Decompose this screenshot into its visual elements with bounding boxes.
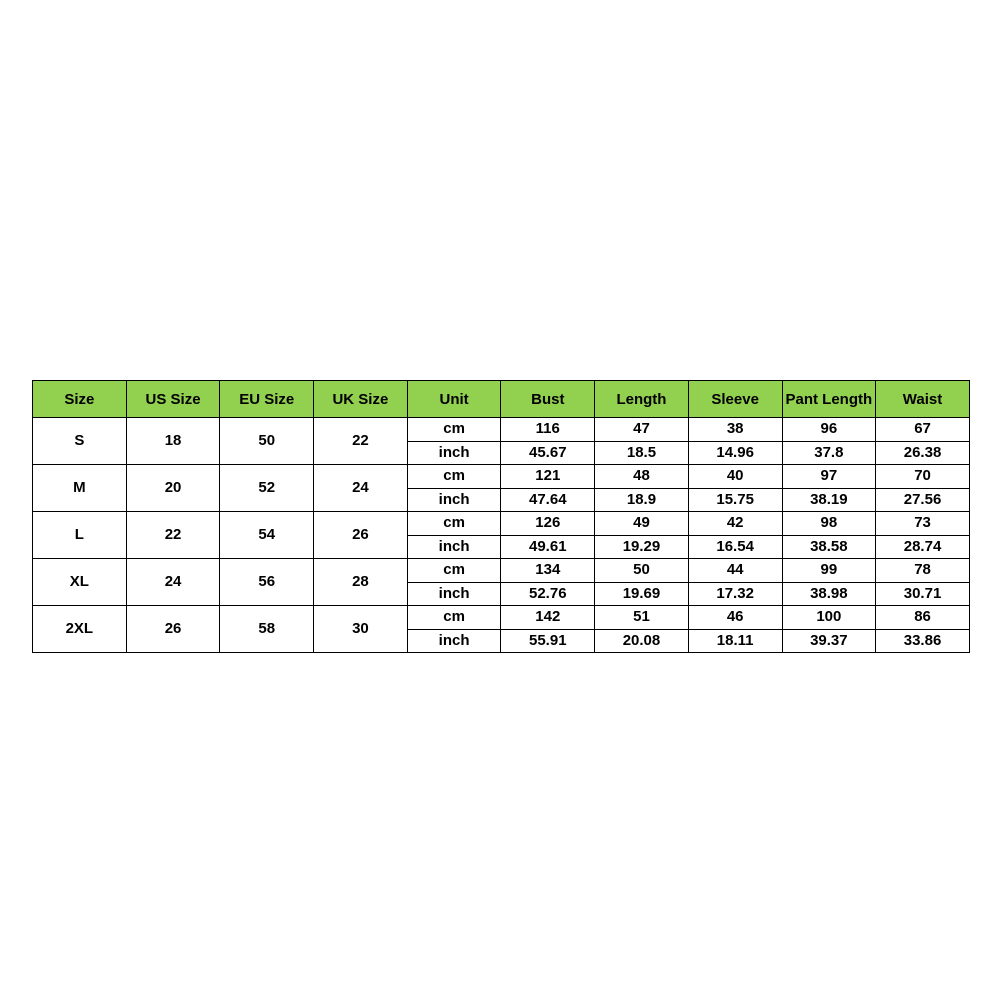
- table-row: [33, 559, 970, 583]
- waist-cell: 30.71: [876, 582, 970, 606]
- waist-cell: 27.56: [876, 488, 970, 512]
- uk-size-cell: 30: [314, 606, 408, 653]
- unit-cell: inch: [407, 488, 501, 512]
- pant-length-cell: 96: [782, 418, 876, 442]
- length-cell: 49: [595, 512, 689, 536]
- header-unit: Unit: [407, 381, 501, 418]
- eu-size-cell: 56: [220, 559, 314, 606]
- pant-length-cell: 39.37: [782, 629, 876, 653]
- us-size-cell: 24: [126, 559, 220, 606]
- waist-cell: 70: [876, 465, 970, 489]
- header-uk-size: UK Size: [314, 381, 408, 418]
- bust-cell: 116: [501, 418, 595, 442]
- eu-size-cell: 50: [220, 418, 314, 465]
- us-size-cell: 22: [126, 512, 220, 559]
- uk-size-cell: 28: [314, 559, 408, 606]
- table-header: [33, 381, 970, 418]
- sleeve-cell: 38: [688, 418, 782, 442]
- size-cell: S: [33, 418, 127, 465]
- uk-size-cell: 22: [314, 418, 408, 465]
- header-sleeve: Sleeve: [688, 381, 782, 418]
- us-size-cell: 26: [126, 606, 220, 653]
- header-length: Length: [595, 381, 689, 418]
- eu-size-cell: 54: [220, 512, 314, 559]
- length-cell: 50: [595, 559, 689, 583]
- sleeve-cell: 14.96: [688, 441, 782, 465]
- eu-size-cell: 58: [220, 606, 314, 653]
- pant-length-cell: 38.98: [782, 582, 876, 606]
- pant-length-cell: 37.8: [782, 441, 876, 465]
- bust-cell: 134: [501, 559, 595, 583]
- length-cell: 19.29: [595, 535, 689, 559]
- size-cell: XL: [33, 559, 127, 606]
- pant-length-cell: 99: [782, 559, 876, 583]
- unit-cell: inch: [407, 629, 501, 653]
- us-size-cell: 20: [126, 465, 220, 512]
- unit-cell: cm: [407, 418, 501, 442]
- length-cell: 48: [595, 465, 689, 489]
- length-cell: 47: [595, 418, 689, 442]
- header-pant-length: Pant Length: [782, 381, 876, 418]
- header-us-size: US Size: [126, 381, 220, 418]
- unit-cell: cm: [407, 465, 501, 489]
- table-row: [33, 465, 970, 489]
- unit-cell: inch: [407, 441, 501, 465]
- bust-cell: 55.91: [501, 629, 595, 653]
- length-cell: 20.08: [595, 629, 689, 653]
- waist-cell: 86: [876, 606, 970, 630]
- bust-cell: 49.61: [501, 535, 595, 559]
- length-cell: 19.69: [595, 582, 689, 606]
- sleeve-cell: 17.32: [688, 582, 782, 606]
- sleeve-cell: 18.11: [688, 629, 782, 653]
- bust-cell: 142: [501, 606, 595, 630]
- table-row: [33, 606, 970, 630]
- eu-size-cell: 52: [220, 465, 314, 512]
- pant-length-cell: 98: [782, 512, 876, 536]
- pant-length-cell: 38.58: [782, 535, 876, 559]
- size-chart-table: [32, 380, 970, 653]
- sleeve-cell: 40: [688, 465, 782, 489]
- uk-size-cell: 26: [314, 512, 408, 559]
- unit-cell: inch: [407, 582, 501, 606]
- waist-cell: 67: [876, 418, 970, 442]
- length-cell: 18.5: [595, 441, 689, 465]
- bust-cell: 126: [501, 512, 595, 536]
- pant-length-cell: 100: [782, 606, 876, 630]
- size-cell: L: [33, 512, 127, 559]
- waist-cell: 73: [876, 512, 970, 536]
- header-bust: Bust: [501, 381, 595, 418]
- bust-cell: 45.67: [501, 441, 595, 465]
- waist-cell: 33.86: [876, 629, 970, 653]
- table-body: [33, 418, 970, 653]
- pant-length-cell: 97: [782, 465, 876, 489]
- unit-cell: inch: [407, 535, 501, 559]
- waist-cell: 28.74: [876, 535, 970, 559]
- header-size: Size: [33, 381, 127, 418]
- length-cell: 51: [595, 606, 689, 630]
- table-row: [33, 418, 970, 442]
- header-eu-size: EU Size: [220, 381, 314, 418]
- sleeve-cell: 16.54: [688, 535, 782, 559]
- unit-cell: cm: [407, 606, 501, 630]
- size-cell: M: [33, 465, 127, 512]
- header-waist: Waist: [876, 381, 970, 418]
- sleeve-cell: 46: [688, 606, 782, 630]
- unit-cell: cm: [407, 559, 501, 583]
- uk-size-cell: 24: [314, 465, 408, 512]
- pant-length-cell: 38.19: [782, 488, 876, 512]
- waist-cell: 78: [876, 559, 970, 583]
- bust-cell: 52.76: [501, 582, 595, 606]
- sleeve-cell: 42: [688, 512, 782, 536]
- us-size-cell: 18: [126, 418, 220, 465]
- bust-cell: 121: [501, 465, 595, 489]
- length-cell: 18.9: [595, 488, 689, 512]
- size-cell: 2XL: [33, 606, 127, 653]
- bust-cell: 47.64: [501, 488, 595, 512]
- table-row: [33, 512, 970, 536]
- waist-cell: 26.38: [876, 441, 970, 465]
- sleeve-cell: 15.75: [688, 488, 782, 512]
- sleeve-cell: 44: [688, 559, 782, 583]
- unit-cell: cm: [407, 512, 501, 536]
- header-row: [33, 381, 970, 418]
